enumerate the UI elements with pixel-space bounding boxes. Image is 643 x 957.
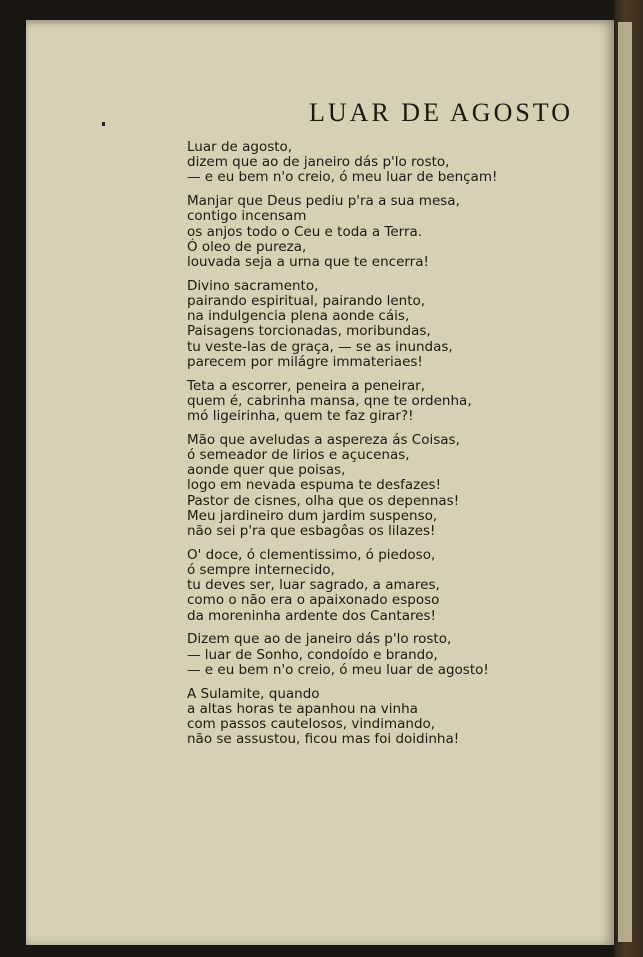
poem-line: Manjar que Deus pediu p'ra a sua mesa, — [187, 193, 460, 210]
poem-line: Divino sacramento, — [187, 277, 319, 294]
stanza — [187, 194, 587, 270]
poem-line: com passos cautelosos, vindimando, — [187, 716, 436, 733]
poem-line: Dizem que ao de janeiro dás p'lo rosto, — [187, 631, 452, 648]
poem-line: logo em nevada espuma te desfazes! — [187, 477, 441, 494]
poem-line: dizem que ao de janeiro dás p'lo rosto, — [187, 154, 450, 171]
poem-line: mó ligeirinha, quem te faz girar?! — [187, 408, 414, 425]
poem-line: pairando espiritual, pairando lento, — [187, 293, 426, 310]
stanza — [187, 632, 587, 678]
poem-line: ó semeador de lirios e açucenas, — [187, 447, 410, 464]
poem-line: como o não era o apaixonado esposo — [187, 592, 440, 609]
poem-line: O' doce, ó clementissimo, ó piedoso, — [187, 546, 436, 563]
poem-line: não se assustou, ficou mas foi doidinha! — [187, 731, 460, 748]
poem-line: contigo incensam — [187, 208, 307, 225]
poem-line: tu veste-las de graça, — se as inundas, — [187, 338, 453, 355]
poem-line: os anjos todo o Ceu e toda a Terra. — [187, 223, 423, 240]
poem-line: Luar de agosto, — [187, 139, 293, 155]
page-edge — [618, 22, 632, 942]
book-spine-edge — [614, 0, 643, 957]
stanza — [187, 548, 587, 624]
poem-line: não sei p'ra que esbagôas os lilazes! — [187, 523, 436, 540]
poem-line: parecem por milágre immateriaes! — [187, 353, 423, 370]
poem-line: Teta a escorrer, peneira a peneirar, — [187, 377, 426, 394]
poem-line: a altas horas te apanhou na vinha — [187, 700, 418, 717]
poem-line: — e eu bem n'o creio, ó meu luar de bençam! — [187, 169, 498, 186]
poem-line: da moreninha ardente dos Cantares! — [187, 607, 436, 624]
poem-line: Ó oleo de pureza, — [187, 238, 307, 255]
stanza — [187, 433, 587, 539]
poem-line: louvada seja a urna que te encerra! — [187, 254, 429, 271]
poem-line: — e eu bem n'o creio, ó meu luar de agosto! — [187, 661, 489, 678]
poem-line: tu deves ser, luar sagrado, a amares, — [187, 577, 440, 594]
poem-line: Meu jardineiro dum jardim suspenso, — [187, 507, 438, 524]
stanza — [187, 379, 587, 425]
poem-line: ó sempre internecido, — [187, 562, 335, 579]
poem-title: LUAR DE AGOSTO — [309, 98, 573, 127]
poem-line: na indulgencia plena aonde cáis, — [187, 308, 410, 325]
poem-line: Paisagens torcionadas, moribundas, — [187, 323, 431, 340]
poem-line: A Sulamite, quando — [187, 685, 320, 702]
poem-line: Mão que aveludas a aspereza ás Coisas, — [187, 431, 460, 448]
poem-line: aonde quer que poisas, — [187, 462, 346, 479]
stanza — [187, 140, 587, 186]
stanza — [187, 279, 587, 370]
poem-line: quem é, cabrinha mansa, qne te ordenha, — [187, 392, 472, 409]
stanza — [187, 687, 587, 748]
poem-body — [187, 140, 587, 756]
poem-line: Pastor de cisnes, olha que os depennas! — [187, 492, 460, 509]
poem-line: — luar de Sonho, condoído e brando, — [187, 646, 438, 663]
